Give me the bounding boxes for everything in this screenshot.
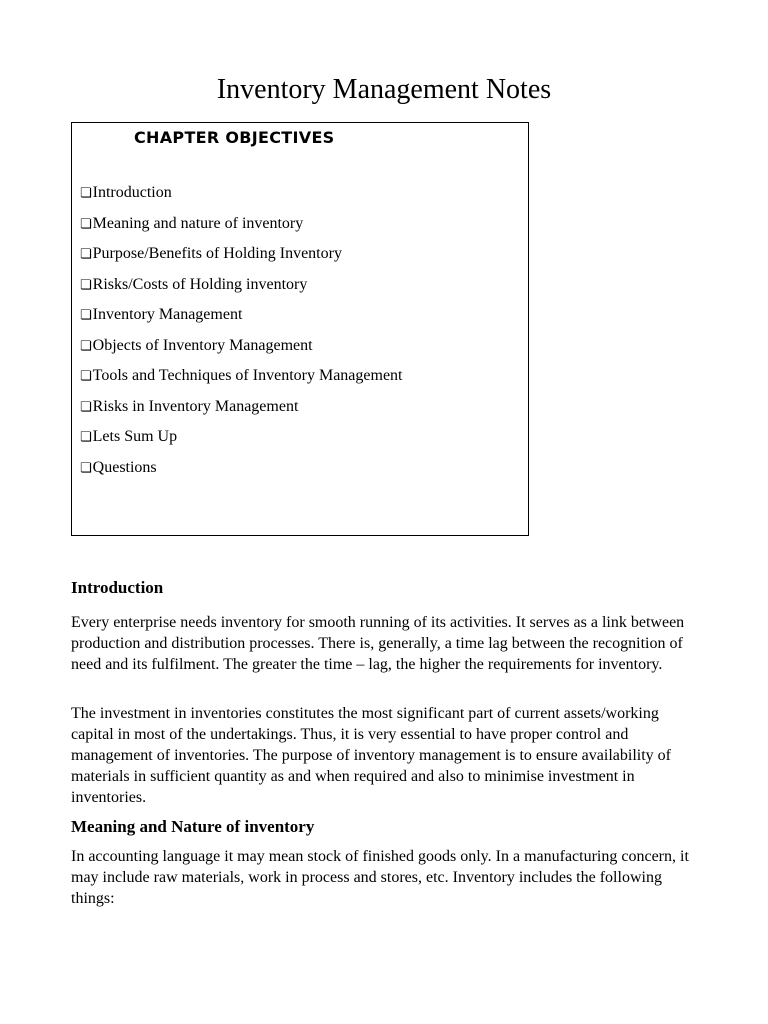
- chapter-objectives-box: [71, 122, 529, 536]
- objective-label: Inventory Management: [92, 306, 243, 323]
- objective-label: Meaning and nature of inventory: [92, 214, 304, 232]
- objective-item: [80, 212, 402, 243]
- checkbox-icon: ❏: [80, 338, 92, 354]
- objective-label: Objects of Inventory Management: [92, 336, 313, 354]
- checkbox-icon: ❏: [80, 399, 92, 415]
- checkbox-icon: ❏: [80, 430, 92, 445]
- objective-label: Purpose/Benefits of Holding Inventory: [92, 245, 342, 262]
- introduction-section: [71, 577, 711, 599]
- checkbox-icon: ❏: [80, 308, 92, 323]
- page-title: Inventory Management Notes: [216, 74, 552, 105]
- checkbox-icon: ❏: [80, 369, 92, 384]
- chapter-objectives-list: [80, 181, 402, 486]
- objective-item: [80, 364, 402, 395]
- objective-item: [80, 273, 402, 304]
- meaning-paragraph-1: In accounting language it may mean stock of finished goods only. In a manufacturing concern, it may include raw materials, work in process and stores, etc. Inventory includes the following things:: [71, 848, 689, 907]
- objective-label: Risks/Costs of Holding inventory: [92, 275, 308, 293]
- objective-item: [80, 242, 402, 273]
- introduction-paragraph-1: Every enterprise needs inventory for smooth running of its activities. It serves as a link between production and distribution processes. There is, generally, a time lag between the recognition of need and its fulfilment. The greater the time – lag, the higher the requirements for inventory.: [71, 614, 685, 673]
- introduction-paragraph-2: The investment in inventories constitutes the most significant part of current assets/working capital in most of the undertakings. Thus, it is very essential to have proper control and management of inventories. The purpose of inventory management is to ensure availability of materials in sufficient quantity as and when required and also to minimise investment in inventories.: [71, 705, 671, 806]
- objective-item: [80, 181, 402, 212]
- objective-label: Introduction: [92, 184, 172, 201]
- meaning-heading: Meaning and Nature of inventory: [71, 817, 315, 836]
- objective-item: [80, 303, 402, 334]
- checkbox-icon: ❏: [80, 216, 92, 232]
- introduction-heading: Introduction: [71, 578, 164, 597]
- chapter-objectives-heading: CHAPTER OBJECTIVES: [134, 128, 335, 147]
- objective-item: [80, 425, 402, 456]
- checkbox-icon: ❏: [80, 186, 92, 201]
- objective-label: Risks in Inventory Management: [92, 397, 299, 415]
- objective-item: [80, 456, 402, 487]
- objective-item: [80, 334, 402, 365]
- meaning-section: [71, 816, 711, 838]
- objective-label: Lets Sum Up: [92, 428, 178, 445]
- checkbox-icon: ❏: [80, 247, 92, 262]
- checkbox-icon: ❏: [80, 277, 92, 293]
- objective-label: Tools and Techniques of Inventory Management: [92, 367, 403, 384]
- objective-label: Questions: [92, 458, 157, 476]
- objective-item: [80, 395, 402, 426]
- checkbox-icon: ❏: [80, 460, 92, 476]
